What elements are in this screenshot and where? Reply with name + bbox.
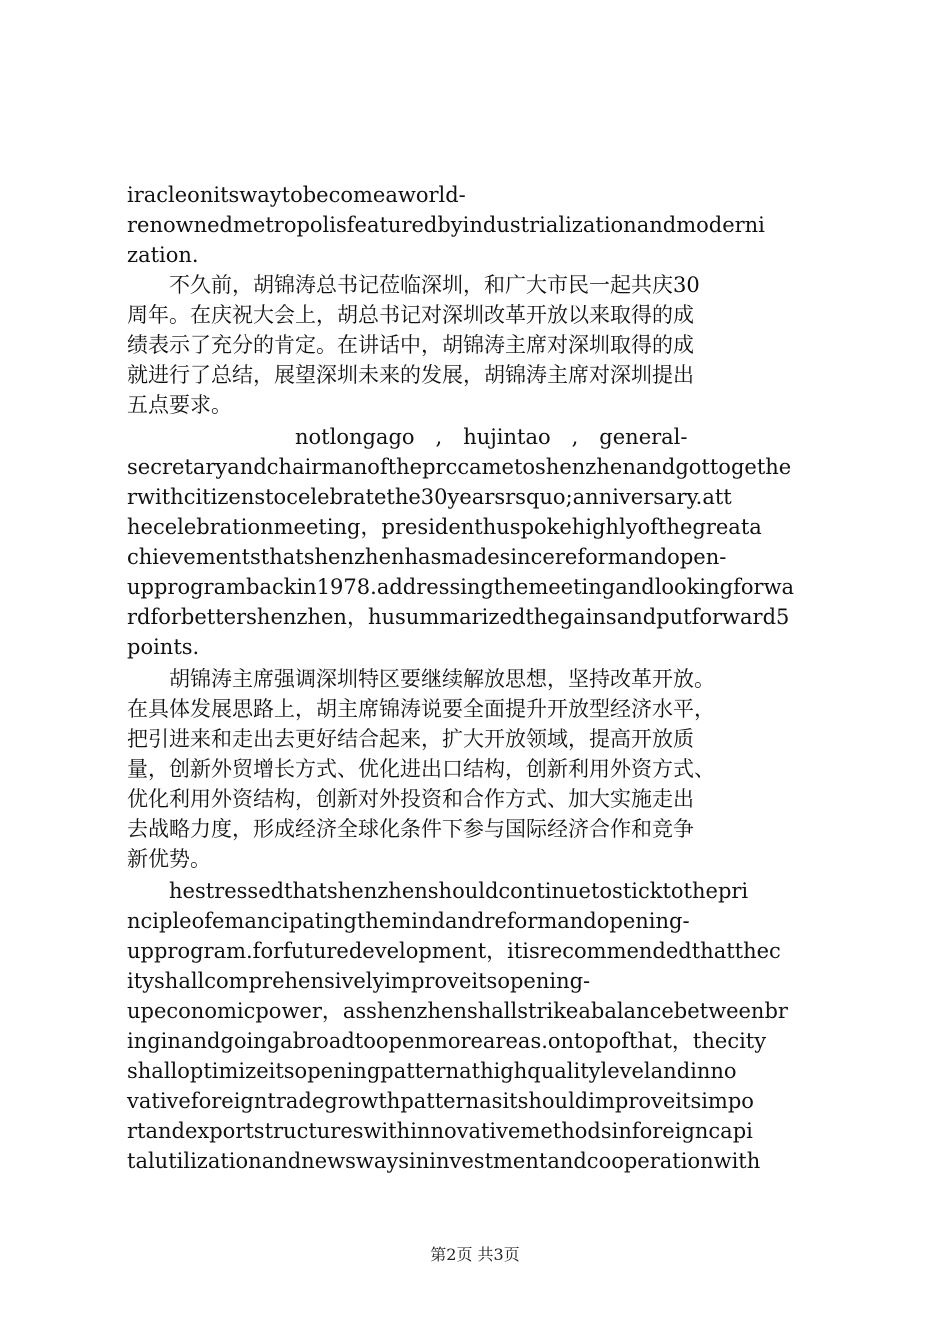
text-line: upprogrambackin1978.addressingthemeetingandlookingforwa [127,575,795,599]
text-line: ncipleofemancipatingthemindandreformandopening- [127,909,690,933]
text-line: talutilizationandnewswaysininvestmentandcooperationwith [127,1149,761,1173]
text-line: 在具体发展思路上，胡主席锦涛说要全面提升开放型经济水平， [127,697,715,721]
text-line: points. [127,635,200,659]
text-line: hestressedthatshenzhenshouldcontinuetosticktothepri [127,879,749,903]
text-line: 不久前，胡锦涛总书记莅临深圳，和广大市民一起共庆30 [127,273,700,297]
text-line: vativeforeigntradegrowthpatternasitshouldimproveitsimpo [127,1089,754,1113]
text-line: ityshallcomprehensivelyimproveitsopening- [127,969,591,993]
text-line: 把引进来和走出去更好结合起来，扩大开放领域，提高开放质 [127,727,694,751]
text-line: 绩表示了充分的肯定。在讲话中，胡锦涛主席对深圳取得的成 [127,333,694,357]
text-line: 新优势。 [127,847,211,871]
text-line: 五点要求。 [127,393,232,417]
text-line: 优化利用外资结构，创新对外投资和合作方式、加大实施走出 [127,787,694,811]
text-line: rtandexportstructureswithinnovativemethodsinforeigncapi [127,1119,753,1143]
text-line: zation. [127,243,199,267]
text-line: notlongago , hujintao , general- [127,425,688,449]
text-line: 量，创新外贸增长方式、优化进出口结构，创新利用外资方式、 [127,757,715,781]
text-line: chievementsthatshenzhenhasmadesincereformandopen- [127,545,727,569]
text-line: rwithcitizenstocelebratethe30yearsrsquo;anniversary.att [127,485,732,509]
text-line: shalloptimizeitsopeningpatternathighqualitylevelandinno [127,1059,737,1083]
text-line: secretaryandchairmanoftheprccametoshenzhenandgottogethe [127,455,792,479]
text-line: upprogram.forfuturedevelopment，itisrecommendedthatthec [127,939,781,963]
text-line: hecelebrationmeeting，presidenthuspokehighlyofthegreata [127,515,762,539]
text-line: iracleonitswaytobecomeaworld- [127,183,466,207]
page-number-footer: 第2页 共3页 [430,1245,520,1264]
text-line: inginandgoingabroadtoopenmoreareas.ontopofthat，thecity [127,1029,767,1053]
text-line: 就进行了总结，展望深圳未来的发展，胡锦涛主席对深圳提出 [127,363,694,387]
text-line: 去战略力度，形成经济全球化条件下参与国际经济合作和竞争 [127,817,694,841]
text-line: renownedmetropolisfeaturedbyindustrializationandmoderni [127,213,765,237]
text-line: 周年。在庆祝大会上，胡总书记对深圳改革开放以来取得的成 [127,303,694,327]
text-line: rdforbettershenzhen，husummarizedthegainsandputforward5 [127,605,790,629]
text-line: 胡锦涛主席强调深圳特区要继续解放思想，坚持改革开放。 [127,667,715,691]
text-line: upeconomicpower，asshenzhenshallstrikeabalancebetweenbr [127,999,788,1023]
